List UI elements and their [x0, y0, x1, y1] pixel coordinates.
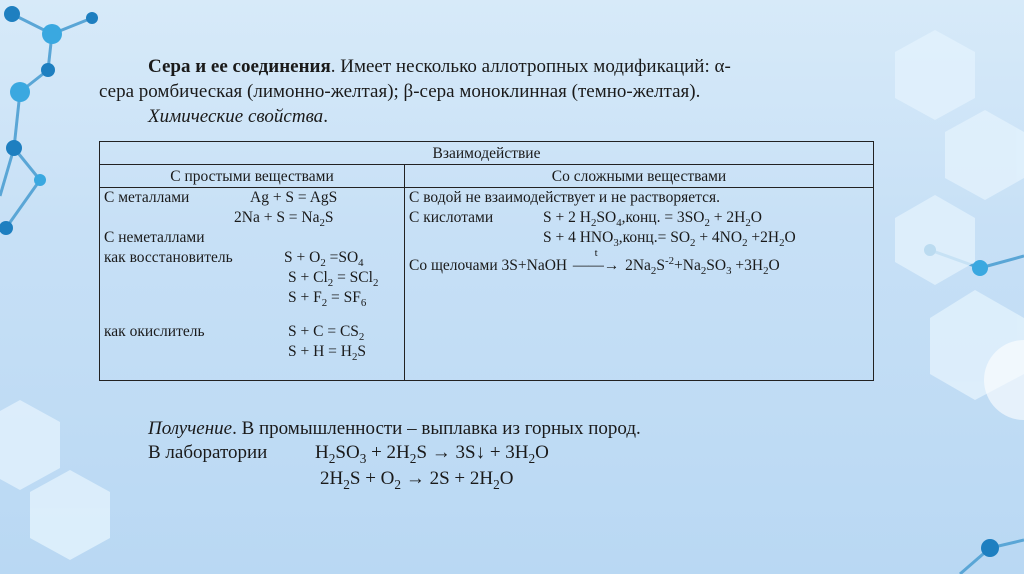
alkali-line — [409, 247, 869, 278]
table-header: Взаимодействие — [100, 142, 874, 165]
properties-table — [99, 141, 874, 381]
production-label: Получение — [148, 418, 233, 439]
reducer-label: как восстановитель — [104, 249, 233, 266]
eq-h2so4: S + 2 $H_2SO_4,конц$. = $3SO_2 + 2H_2O$ — [543, 209, 762, 230]
simple-substances-cell — [100, 188, 405, 381]
heat-arrow: t ——→ — [572, 247, 620, 274]
intro-line-1 — [148, 55, 731, 79]
eq-naoh-reactants: 3S+NaOH — [501, 257, 568, 274]
intro-text: . Имеет несколько аллотропных модификаций: α- — [330, 56, 731, 77]
lab-eq-1: $H_2SO_3 + 2H_2S$ → 3S↓ + $3H_2O$ — [315, 442, 549, 466]
oxidizer-line — [104, 322, 400, 342]
intro-line-2: сера ромбическая (лимонно-желтая); β-сера моноклинная (темно-желтая). — [99, 81, 701, 102]
eq-naoh-products: $2Na_2S^{-2}+Na_2SO_3 +3H_2O$ — [625, 254, 780, 278]
eq-f: $S + F_2 = SF_6$ — [288, 289, 367, 310]
col-simple-header: С простыми веществами — [100, 165, 405, 188]
subtitle-dot: . — [323, 106, 328, 127]
section-title: Сера и ее соединения — [148, 56, 331, 77]
eq-c: $S + C = CS_2$ — [288, 323, 365, 344]
lab-line-1 — [148, 441, 549, 466]
eq-hno3: S + 4 $HNO_3,конц.= SO_2 + 4NO_2 +2H_2O$ — [543, 229, 796, 250]
table-header-row — [100, 142, 874, 165]
eq-o2: $S + O_2 =SO_4$ — [284, 249, 364, 270]
cl-line — [104, 268, 400, 288]
molecule-nodes-right — [924, 244, 999, 557]
production-line — [148, 417, 641, 441]
col-complex-header: Со сложными веществами — [405, 165, 874, 188]
lab-label: В лаборатории — [148, 442, 268, 463]
reducer-line — [104, 248, 400, 268]
table-subheader-row — [100, 165, 874, 188]
production-text: . В промышленности – выплавка из горных пород. — [232, 418, 641, 439]
alkali-label: Со щелочами — [409, 257, 498, 274]
table-body-row — [100, 188, 874, 381]
oxidizer-label: как окислитель — [104, 323, 205, 340]
f-line — [104, 288, 400, 308]
metals-line-1 — [104, 188, 400, 208]
acids-label: С кислотами — [409, 209, 494, 226]
water-line: С водой не взаимодействует и не растворяется. — [409, 189, 720, 206]
eq-na: $2Na + S = Na_2S$ — [234, 209, 334, 230]
subtitle-italic: Химические свойства — [148, 106, 324, 127]
lab-eq-2: $2H_2S + O_2 \to 2S + 2H_2O$ — [320, 468, 514, 492]
eq-ag: Ag + S = AgS — [250, 189, 338, 206]
acids-line-2 — [409, 228, 869, 248]
nonmetals-label: С неметаллами — [104, 229, 205, 246]
acids-line-1 — [409, 208, 869, 228]
eq-h: $S + H = H_2S$ — [288, 343, 367, 364]
molecule-nodes-left — [0, 6, 98, 235]
metals-label: С металлами — [104, 189, 190, 206]
complex-substances-cell — [405, 188, 874, 381]
metals-line-2 — [104, 208, 400, 228]
molecule-graphic-left — [0, 14, 92, 228]
eq-cl: $S + Cl_2 = SCl_2$ — [288, 269, 379, 290]
subtitle — [148, 105, 328, 129]
h-line — [104, 342, 400, 362]
